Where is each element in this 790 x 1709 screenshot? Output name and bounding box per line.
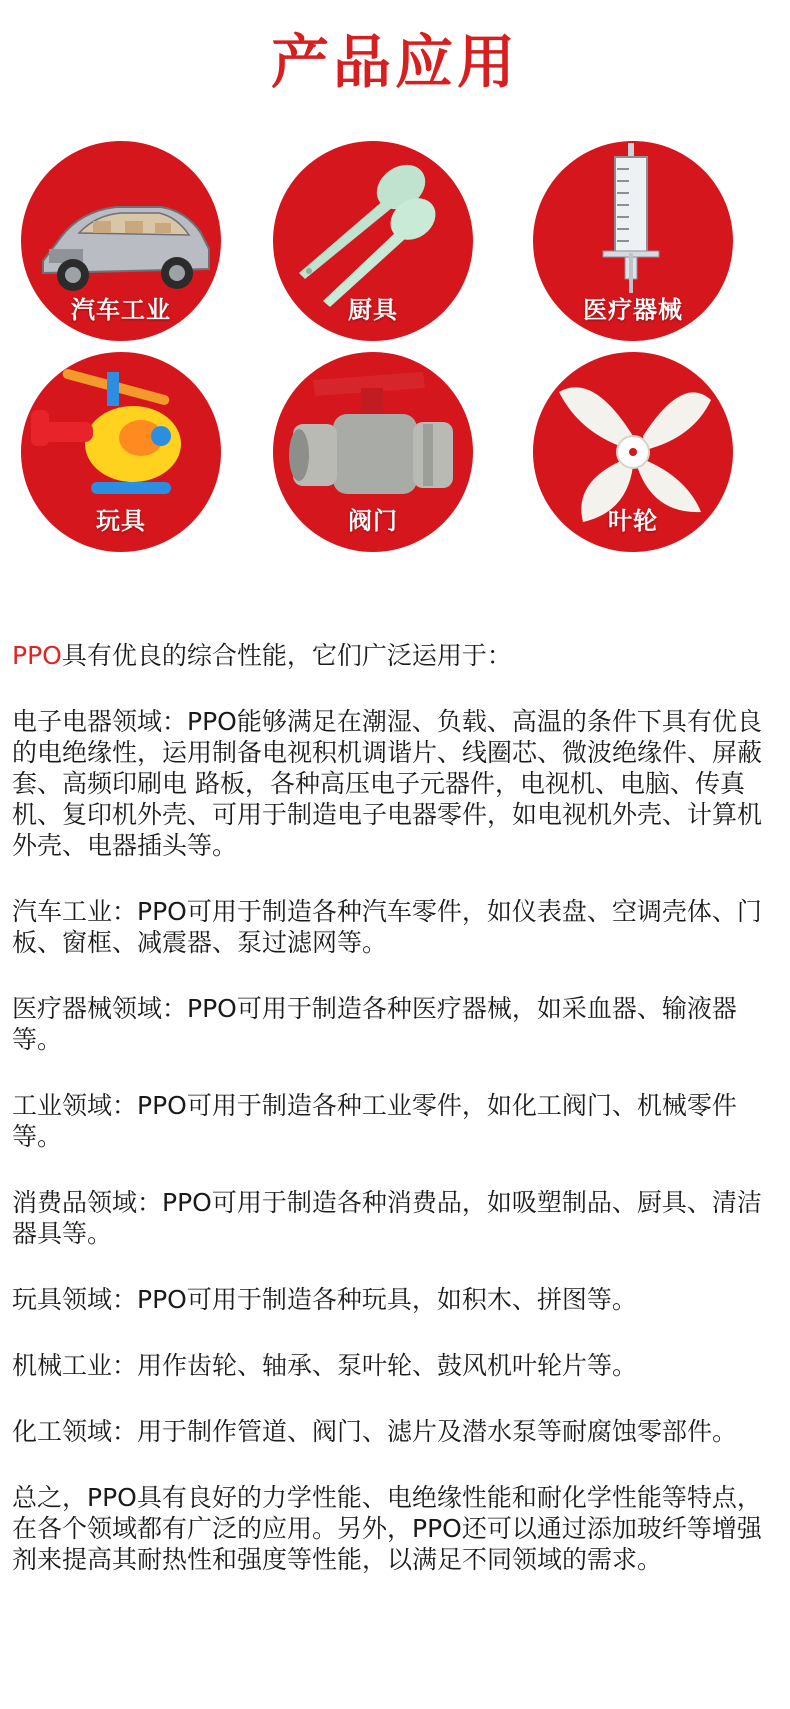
application-label: 叶轮	[608, 507, 658, 535]
paragraph-summary: 总之，PPO具有良好的力学性能、电绝缘性能和耐化学性能等特点，在各个领域都有广泛的应用。另外，PPO还可以通过添加玻纤等增强剂来提高其耐热性和强度等性能，以满足不同领域的需求。	[12, 1483, 762, 1574]
application-impeller	[533, 352, 733, 552]
brand-name: PPO	[12, 641, 62, 670]
paragraph-toys: 玩具领域：PPO可用于制造各种玩具，如积木、拼图等。	[12, 1285, 637, 1314]
paragraph-chemical: 化工领域：用于制作管道、阀门、滤片及潜水泵等耐腐蚀零部件。	[12, 1417, 738, 1446]
paragraph-medical: 医疗器械领域：PPO可用于制造各种医疗器械，如采血器、输液器等。	[12, 994, 737, 1054]
application-label: 汽车工业	[71, 296, 171, 324]
application-medical	[533, 141, 733, 341]
intro-text: 具有优良的综合性能，它们广泛运用于：	[61, 641, 512, 670]
application-label: 玩具	[96, 507, 146, 535]
paragraph-consumer: 消费品领域：PPO可用于制造各种消费品，如吸塑制品、厨具、清洁器具等。	[12, 1188, 762, 1248]
page-title: 产品应用	[270, 28, 519, 96]
intro-paragraph	[12, 640, 778, 671]
application-label: 阀门	[348, 507, 398, 535]
paragraph-machinery: 机械工业：用作齿轮、轴承、泵叶轮、鼓风机叶轮片等。	[12, 1351, 638, 1380]
application-grid	[0, 0, 790, 600]
application-toys	[21, 352, 221, 552]
paragraph-automotive: 汽车工业：PPO可用于制造各种汽车零件，如仪表盘、空调壳体、门板、窗框、减震器、泵过滤网等。	[12, 897, 762, 957]
description-body	[12, 640, 778, 1610]
application-label: 医疗器械	[583, 296, 683, 324]
application-valves	[273, 352, 473, 552]
application-car	[21, 141, 221, 341]
application-label: 厨具	[348, 296, 398, 324]
application-kitchenware	[273, 141, 473, 341]
paragraph-industrial: 工业领域：PPO可用于制造各种工业零件，如化工阀门、机械零件等。	[12, 1091, 737, 1151]
paragraph-electronics: 电子电器领域：PPO能够满足在潮湿、负载、高温的条件下具有优良的电绝缘性，运用制备电视积机调谐片、线圈芯、微波绝缘件、屏蔽套、高频印刷电 路板，各种高压电子元器件，电视机、电脑、传真机、复印机外壳、可用于制造电子电器零件，如电视机外壳、计算机外壳、电器插头等。	[12, 707, 763, 860]
